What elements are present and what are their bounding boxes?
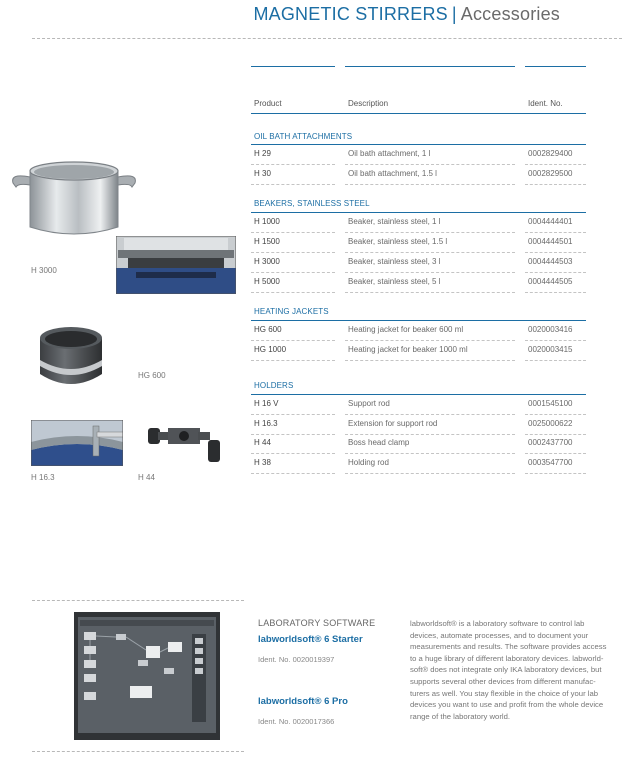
description-line: labworldsoft® is a laboratory software to control lab (410, 619, 585, 628)
section-title-oil-bath: OIL BATH ATTACHMENTS (254, 132, 353, 141)
product-code: H 1500 (254, 237, 280, 246)
software-heading: LABORATORY SOFTWARE (258, 618, 376, 628)
description-line: measurements and results. The software provides access (410, 642, 607, 652)
description-line: supports several other devices from different manufac- (410, 676, 596, 686)
section-title-beakers: BEAKERS, STAINLESS STEEL (254, 199, 370, 208)
table-row (251, 145, 586, 165)
table-row (251, 213, 586, 233)
product-description: Beaker, stainless steel, 5 l (348, 277, 441, 286)
software-divider-bottom (32, 751, 244, 752)
product-description: Boss head clamp (348, 438, 410, 447)
ident-number: 0004444503 (528, 257, 573, 266)
support-rod-image (31, 420, 123, 466)
product-description: Heating jacket for beaker 600 ml (348, 325, 464, 334)
header-rule (251, 113, 586, 114)
product-code: H 16 V (254, 399, 279, 408)
column-bar-product (251, 66, 335, 67)
ident-number: 0020003415 (528, 345, 573, 354)
description-line: to a huge library of different laboratory devices. labworld- (410, 653, 604, 663)
product-description: Heating jacket for beaker 1000 ml (348, 345, 468, 354)
product-code: H 29 (254, 149, 271, 158)
header-divider (32, 38, 622, 39)
product-code: H 1000 (254, 217, 280, 226)
column-header-ident: Ident. No. (528, 99, 563, 108)
description-line: range of the laboratory world. (410, 711, 510, 721)
ident-number: 0004444501 (528, 237, 573, 246)
title-separator: | (451, 4, 457, 24)
ident-number: 0002829400 (528, 149, 573, 158)
ident-number: 0004444505 (528, 277, 573, 286)
description-line: soft® does not integrate only IKA laboratory devices, but (410, 665, 602, 675)
table-row (251, 395, 586, 415)
software-divider-top (32, 600, 244, 601)
software-description (410, 618, 622, 722)
table-row (251, 434, 586, 454)
software-ident-pro: Ident. No. 0020017366 (258, 717, 335, 726)
page-header (0, 4, 560, 25)
description-line: devices, automate processes, and to document your (410, 630, 589, 640)
description-line: devices you want to use and profit from the whole device (410, 700, 604, 710)
ident-number: 0003547700 (528, 458, 573, 467)
table-row (251, 233, 586, 253)
caption-ring: HG 600 (138, 371, 166, 380)
software-product-pro: labworldsoft® 6 Pro (258, 696, 348, 707)
table-row (251, 273, 586, 293)
beaker-on-stirrer-image (116, 236, 236, 294)
product-code: H 44 (254, 438, 271, 447)
ident-number: 0004444401 (528, 217, 573, 226)
ident-number: 0002829500 (528, 169, 573, 178)
section-title-holders: HOLDERS (254, 381, 294, 390)
column-header-product: Product (254, 99, 282, 108)
product-code: H 3000 (254, 257, 280, 266)
software-product-starter: labworldsoft® 6 Starter (258, 634, 363, 645)
section-title-heating-jackets: HEATING JACKETS (254, 307, 329, 316)
stainless-pot-image (10, 155, 138, 241)
product-description: Beaker, stainless steel, 3 l (348, 257, 441, 266)
product-description: Beaker, stainless steel, 1 l (348, 217, 441, 226)
table-row (251, 454, 586, 474)
product-description: Beaker, stainless steel, 1.5 l (348, 237, 448, 246)
product-code: HG 1000 (254, 345, 287, 354)
software-screenshot-image (74, 612, 220, 740)
table-row (251, 415, 586, 435)
caption-rod: H 16.3 (31, 473, 55, 482)
product-description: Oil bath attachment, 1 l (348, 149, 431, 158)
product-description: Holding rod (348, 458, 389, 467)
ident-number: 0002437700 (528, 438, 573, 447)
product-code: H 30 (254, 169, 271, 178)
product-code: H 5000 (254, 277, 280, 286)
boss-head-clamp-image (140, 418, 232, 466)
ident-number: 0001545100 (528, 399, 573, 408)
product-code: H 16.3 (254, 419, 278, 428)
column-bar-ident (525, 66, 586, 67)
software-ident-starter: Ident. No. 0020019397 (258, 655, 335, 664)
table-row (251, 321, 586, 341)
page-subtitle: Accessories (460, 4, 560, 24)
product-code: HG 600 (254, 325, 282, 334)
table-row (251, 253, 586, 273)
product-description: Support rod (348, 399, 390, 408)
product-code: H 38 (254, 458, 271, 467)
page-title: MAGNETIC STIRRERS (253, 4, 448, 24)
ident-number: 0025000622 (528, 419, 573, 428)
column-bar-description (345, 66, 515, 67)
product-description: Oil bath attachment, 1.5 l (348, 169, 437, 178)
caption-clamp: H 44 (138, 473, 155, 482)
table-row (251, 341, 586, 361)
product-description: Extension for support rod (348, 419, 438, 428)
caption-pot: H 3000 (31, 266, 57, 275)
table-row (251, 165, 586, 185)
heating-jacket-image (36, 322, 106, 390)
ident-number: 0020003416 (528, 325, 573, 334)
column-header-description: Description (348, 99, 389, 108)
description-line: turers as well. You stay flexible in the choice of your lab (410, 688, 599, 698)
